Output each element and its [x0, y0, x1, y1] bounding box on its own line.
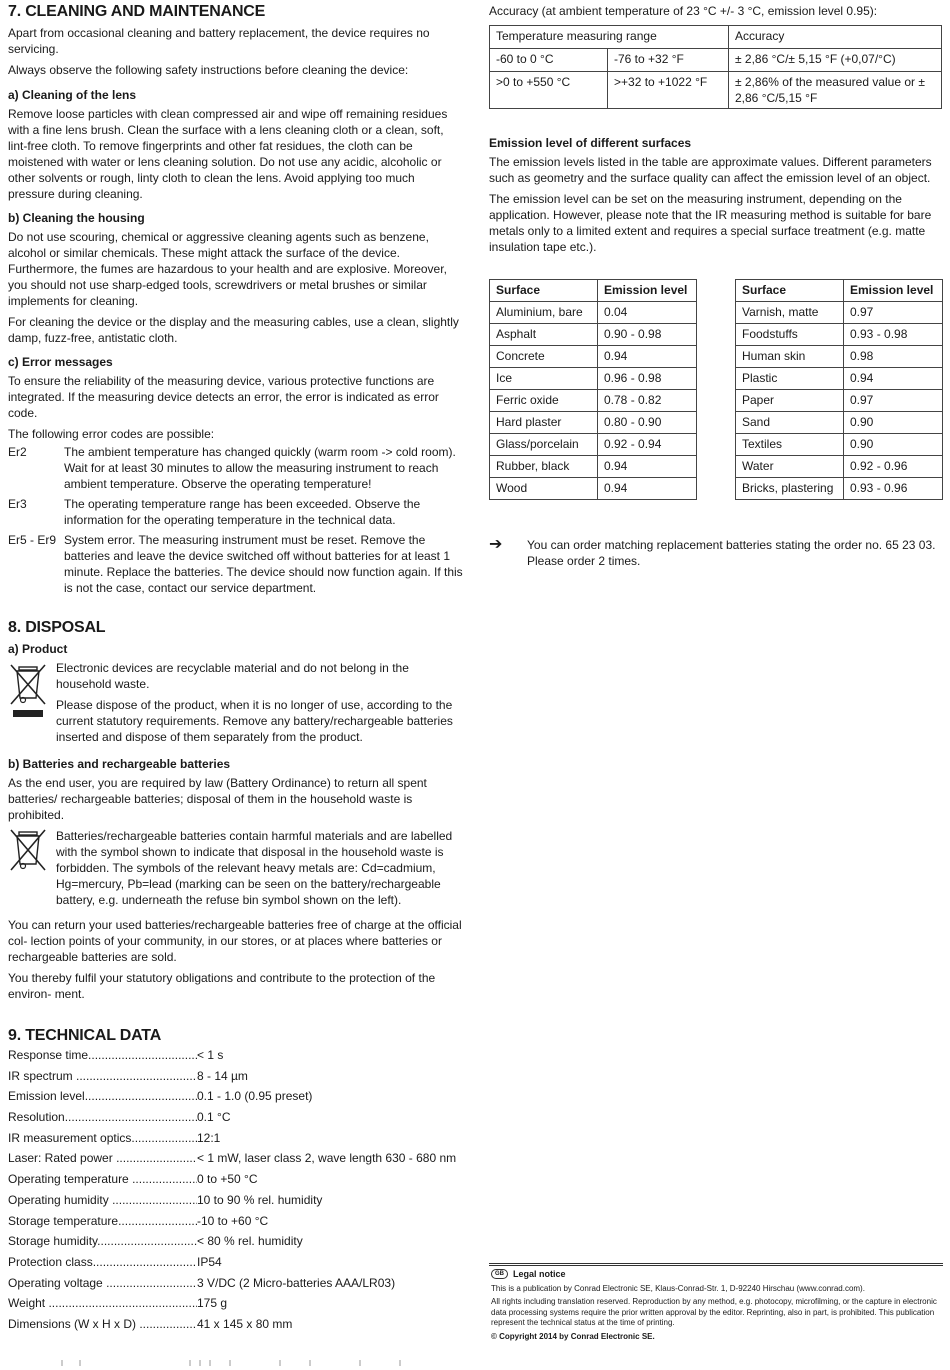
error-code: Er2 [8, 445, 27, 459]
tech-value: 0.1 - 1.0 (0.95 preset) [197, 1089, 313, 1104]
tech-row [8, 1128, 463, 1149]
surface-cell: Paper [736, 390, 844, 412]
error-text: The operating temperature range has been exceeded. Observe the information for the operating temperature in the technical data. [64, 497, 421, 527]
cleaning-heading: 7. CLEANING AND MAINTENANCE [8, 3, 266, 20]
gb-language-icon: GB [491, 1269, 508, 1279]
tech-label: Resolution ..... [8, 1107, 197, 1128]
right-column [489, 0, 943, 569]
tech-row [8, 1314, 463, 1335]
level-cell: 0.90 [844, 434, 943, 456]
tech-row [8, 1086, 463, 1107]
table-row [736, 456, 943, 478]
emission-table-right [735, 279, 943, 500]
surface-cell: Varnish, matte [736, 302, 844, 324]
col-surface: Surface [490, 280, 598, 302]
surface-cell: Glass/porcelain [490, 434, 598, 456]
tech-value: IP54 [197, 1254, 222, 1269]
table-row [490, 346, 697, 368]
tech-value: < 1 mW, laser class 2, wave length 630 - 680 nm [197, 1151, 457, 1166]
level-cell: 0.92 - 0.94 [598, 434, 697, 456]
table-row [736, 280, 943, 302]
product-text-1: Electronic devices are recyclable material and do not belong in the household waste. [56, 661, 409, 691]
table-row [490, 280, 697, 302]
technical-heading: 9. TECHNICAL DATA [8, 1027, 162, 1044]
table-row [736, 434, 943, 456]
tech-value: 12:1 [197, 1130, 221, 1145]
table-row [736, 324, 943, 346]
tech-row [8, 1273, 463, 1294]
accuracy-table [489, 25, 942, 109]
tech-value: 10 to 90 % rel. humidity [197, 1192, 323, 1207]
surface-cell: Rubber, black [490, 456, 598, 478]
surface-cell: Water [736, 456, 844, 478]
level-cell: 0.94 [844, 368, 943, 390]
tech-value: 0.1 °C [197, 1110, 231, 1125]
legal-text-2: All rights including translation reserved. Reproduction by any method, e.g. photocopy, microfilming, or the capture in electronic data processing systems require the prior written approval by the editor. Reprinting, also in part, is prohibited. This publication represent the technical status at the time of printing. [491, 1297, 937, 1327]
tech-label: Protection class ..... [8, 1252, 197, 1273]
surface-cell: Wood [490, 478, 598, 500]
level-cell: 0.97 [844, 302, 943, 324]
technical-data-list [8, 1045, 463, 1335]
range-celsius: >0 to +550 °C [490, 72, 608, 109]
surface-cell: Foodstuffs [736, 324, 844, 346]
level-cell: 0.90 - 0.98 [598, 324, 697, 346]
table-row [736, 302, 943, 324]
surface-cell: Bricks, plastering [736, 478, 844, 500]
header-range: Temperature measuring range [490, 26, 729, 49]
tech-value: 3 V/DC (2 Micro-batteries AAA/LR03) [197, 1275, 396, 1290]
surface-cell: Aluminium, bare [490, 302, 598, 324]
emission-table-left [489, 279, 697, 500]
batteries-text-4: You thereby fulfil your statutory obligations and contribute to the protection of the environ- ment. [8, 971, 436, 1001]
level-cell: 0.96 - 0.98 [598, 368, 697, 390]
surface-cell: Hard plaster [490, 412, 598, 434]
table-row [736, 368, 943, 390]
battery-disposal-block [8, 828, 463, 913]
table-row [490, 368, 697, 390]
error-item [8, 496, 463, 528]
legal-text-1: This is a publication by Conrad Electronic SE, Klaus-Conrad-Str. 1, D-92240 Hirschau (www.conrad.com). [491, 1283, 865, 1293]
level-cell: 0.94 [598, 346, 697, 368]
product-heading: a) Product [8, 642, 68, 656]
tech-row [8, 1066, 463, 1087]
table-row [490, 49, 942, 72]
housing-heading: b) Cleaning the housing [8, 211, 145, 225]
tech-label: IR measurement optics ..... [8, 1128, 197, 1149]
tech-label: Emission level ..... [8, 1086, 197, 1107]
tech-label: Operating voltage ..... [8, 1273, 197, 1294]
lens-heading: a) Cleaning of the lens [8, 88, 137, 102]
accuracy-value: ± 2,86 °C/± 5,15 °F (+0,07/°C) [729, 49, 942, 72]
tech-value: 0 to +50 °C [197, 1172, 258, 1187]
tech-value: < 80 % rel. humidity [197, 1234, 303, 1249]
error-text: The ambient temperature has changed quickly (warm room -> cold room). Wait for at least 30 minutes to allow the measuring instrument to reach ambient temperature. Observe the operating temperature! [64, 445, 456, 491]
tech-label: Weight ..... [8, 1293, 197, 1314]
table-row [490, 72, 942, 109]
surface-cell: Textiles [736, 434, 844, 456]
crossed-bin-icon [8, 660, 56, 750]
cleaning-intro-1: Apart from occasional cleaning and battery replacement, the device requires no servicing. [8, 26, 430, 56]
housing-text-2: For cleaning the device or the display and the measuring cables, use a clean, slightly damp, fuzz-free, antistatic cloth. [8, 315, 459, 345]
table-row [736, 346, 943, 368]
surface-cell: Ferric oxide [490, 390, 598, 412]
tech-row [8, 1252, 463, 1273]
error-code: Er5 - Er9 [8, 533, 57, 547]
product-disposal-block [8, 660, 463, 750]
errors-intro-2: The following error codes are possible: [8, 427, 215, 441]
battery-order-line-1: You can order matching replacement batteries stating the order no. 65 23 03. [527, 538, 936, 552]
level-cell: 0.94 [598, 478, 697, 500]
level-cell: 0.93 - 0.96 [844, 478, 943, 500]
table-row [490, 478, 697, 500]
table-row [736, 412, 943, 434]
errors-heading: c) Error messages [8, 355, 113, 369]
tech-label: Operating humidity ..... [8, 1190, 197, 1211]
tech-row [8, 1231, 463, 1252]
batteries-text-3: You can return your used batteries/rechargeable batteries free of charge at the official col- lection points of your community, in our stores, or at places where batteries or rechargeable batteries are sold. [8, 918, 462, 964]
housing-text-1: Do not use scouring, chemical or aggressive cleaning agents such as benzene, alcohol or similar chemicals. These might attack the surface of the device. Furthermore, the fumes are hazardous to your health and are explosive. Moreover, you should not use sharp-edged tools, screwdrivers or metal brushes or similar implements for cleaning. [8, 230, 447, 308]
disposal-heading: 8. DISPOSAL [8, 619, 106, 636]
tech-value: 8 - 14 µm [197, 1068, 248, 1083]
crop-marks [60, 1354, 420, 1360]
product-text-2: Please dispose of the product, when it is no longer of use, according to the current statutory requirements. Remove any battery/rechargeable batteries inserted and dispose of them separately from the product. [56, 698, 453, 744]
tech-row [8, 1045, 463, 1066]
table-row [736, 478, 943, 500]
surface-cell: Sand [736, 412, 844, 434]
level-cell: 0.78 - 0.82 [598, 390, 697, 412]
legal-copyright: © Copyright 2014 by Conrad Electronic SE. [491, 1331, 655, 1341]
tech-value: < 1 s [197, 1048, 224, 1062]
tech-row [8, 1148, 463, 1169]
error-code: Er3 [8, 497, 27, 511]
surface-cell: Ice [490, 368, 598, 390]
surface-cell: Plastic [736, 368, 844, 390]
level-cell: 0.90 [844, 412, 943, 434]
header-accuracy: Accuracy [729, 26, 942, 49]
tech-label: Dimensions (W x H x D) ..... [8, 1314, 197, 1335]
emission-tables [489, 279, 943, 500]
range-celsius: -60 to 0 °C [490, 49, 608, 72]
batteries-heading: b) Batteries and rechargeable batteries [8, 757, 231, 771]
table-row [490, 26, 942, 49]
batteries-text-2: Batteries/rechargeable batteries contain harmful materials and are labelled with the symbol shown to indicate that disposal in the household waste is forbidden. The symbols of the relevant heavy metals are: Cd=cadmium, Hg=mercury, Pb=lead (marking can be seen on the battery/rechargeable battery, e.g. underneath the refuse bin symbol shown on the left). [56, 829, 453, 907]
surface-cell: Human skin [736, 346, 844, 368]
emission-text-1: The emission levels listed in the table are approximate values. Different parameters such as geometry and the surface quality can affect the emission level of an object. [489, 155, 932, 185]
error-text: System error. The measuring instrument must be reset. Remove the batteries and leave the device switched off without batteries for at least 1 minute. Replace the batteries. The device should now function again. If this is not the case, contact our service department. [64, 533, 463, 595]
level-cell: 0.98 [844, 346, 943, 368]
emission-heading: Emission level of different surfaces [489, 136, 692, 150]
tech-value: 175 g [197, 1296, 228, 1311]
tech-label: Laser: Rated power ..... [8, 1148, 197, 1169]
level-cell: 0.97 [844, 390, 943, 412]
tech-label: Operating temperature ..... [8, 1169, 197, 1190]
tech-value: -10 to +60 °C [197, 1213, 269, 1228]
tech-row [8, 1190, 463, 1211]
accuracy-caption: Accuracy (at ambient temperature of 23 °C +/- 3 °C, emission level 0.95): [489, 4, 878, 18]
tech-row [8, 1211, 463, 1232]
surface-cell: Asphalt [490, 324, 598, 346]
tech-label: IR spectrum ..... [8, 1066, 197, 1087]
tech-row [8, 1107, 463, 1128]
lens-text: Remove loose particles with clean compressed air and wipe off remaining residues with a fine lens brush. Clean the surface with a lens cleaning cloth or a clean, soft, lint-free cloth. To remove fingerprints and other fat residues, the cloth can be moistened with water or lens cleaning solution. Do not use any acidic, alcoholic or other solvents or rough, linty cloth to clean the lens. Avoid applying too much pressure during cleaning. [8, 107, 448, 201]
battery-order-note [489, 537, 943, 569]
tech-label: Response time ..... [8, 1045, 197, 1066]
table-row [490, 456, 697, 478]
table-row [490, 390, 697, 412]
table-row [490, 324, 697, 346]
col-level: Emission level [844, 280, 943, 302]
battery-order-line-2: Please order 2 times. [527, 554, 641, 568]
errors-intro-1: To ensure the reliability of the measuring device, various protective functions are integrated. If the measuring device detects an error, the error is indicated as error code. [8, 374, 439, 420]
legal-notice [489, 1263, 943, 1345]
table-row [736, 390, 943, 412]
batteries-text-1: As the end user, you are required by law (Battery Ordinance) to return all spent batteries/ rechargeable batteries; disposal of them in the household waste is prohibited. [8, 776, 427, 822]
col-level: Emission level [598, 280, 697, 302]
tech-label: Storage temperature ..... [8, 1211, 197, 1232]
tech-label: Storage humidity ..... [8, 1231, 197, 1252]
battery-bin-icon [8, 828, 56, 913]
emission-text-2: The emission level can be set on the measuring instrument, depending on the application. However, please note that the IR measuring method is suitable for bare metals only to a limited extent and requires a special surface treatment (e.g. matte insulation tape etc.). [489, 192, 932, 254]
error-item [8, 444, 463, 492]
level-cell: 0.94 [598, 456, 697, 478]
left-column [8, 0, 463, 1335]
arrow-right-icon: ➔ [489, 536, 503, 553]
error-item [8, 532, 463, 596]
range-fahrenheit: >+32 to +1022 °F [608, 72, 729, 109]
table-row [490, 434, 697, 456]
level-cell: 0.80 - 0.90 [598, 412, 697, 434]
level-cell: 0.93 - 0.98 [844, 324, 943, 346]
level-cell: 0.92 - 0.96 [844, 456, 943, 478]
tech-row [8, 1169, 463, 1190]
col-surface: Surface [736, 280, 844, 302]
surface-cell: Concrete [490, 346, 598, 368]
accuracy-value: ± 2,86% of the measured value or ± 2,86 °C/5,15 °F [729, 72, 942, 109]
tech-row [8, 1293, 463, 1314]
cleaning-intro-2: Always observe the following safety instructions before cleaning the device: [8, 63, 409, 77]
level-cell: 0.04 [598, 302, 697, 324]
table-row [490, 412, 697, 434]
table-row [490, 302, 697, 324]
range-fahrenheit: -76 to +32 °F [608, 49, 729, 72]
tech-value: 41 x 145 x 80 mm [197, 1316, 293, 1331]
legal-title: Legal notice [513, 1269, 566, 1279]
legal-title-row [489, 1269, 943, 1280]
